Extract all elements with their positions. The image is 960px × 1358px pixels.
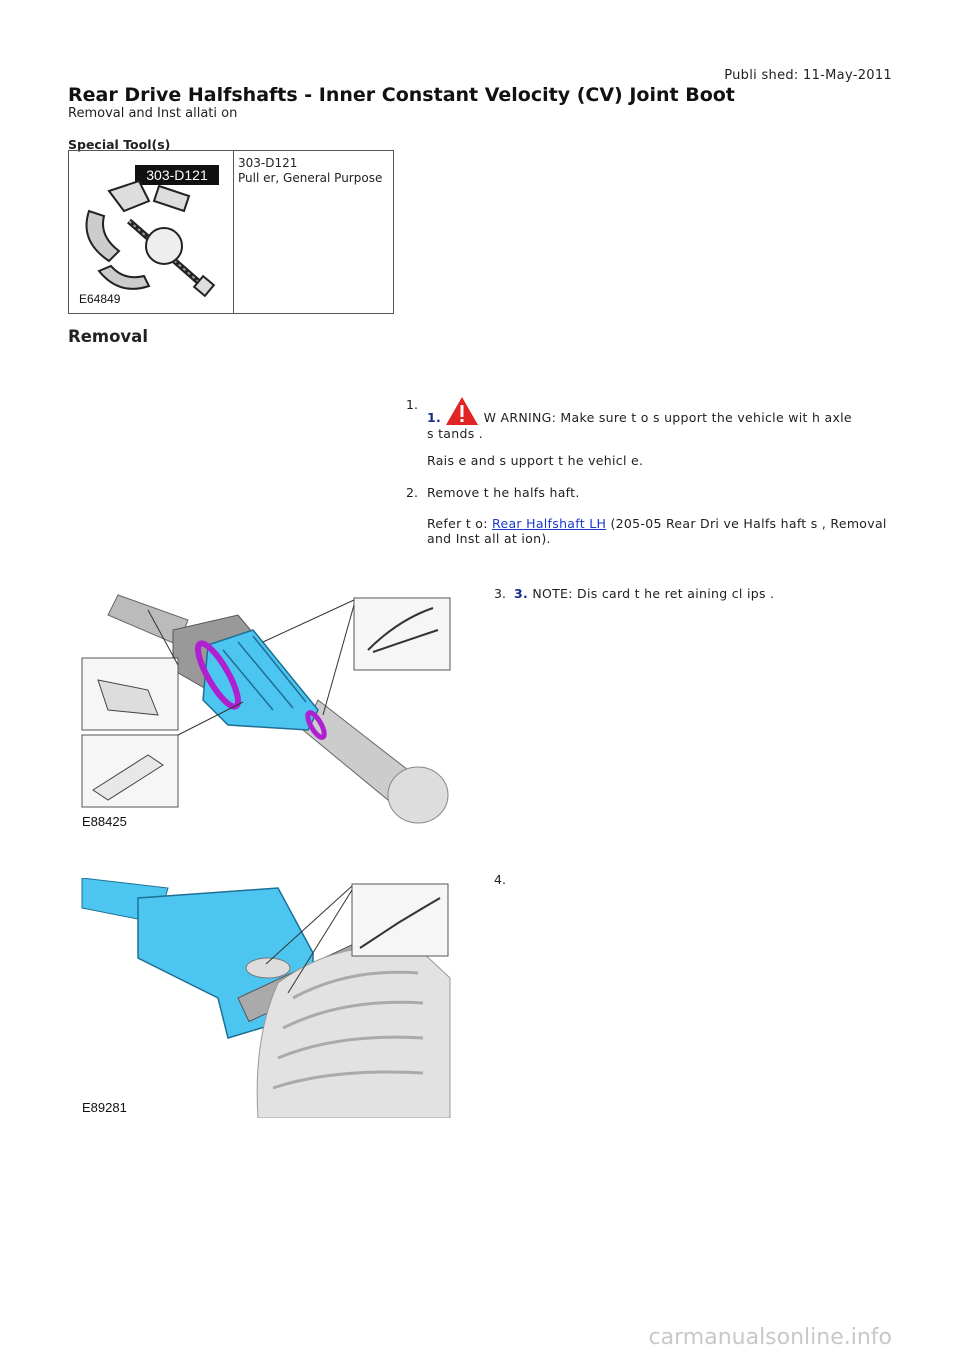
step-3-text: NOTE: Dis card t he ret aining cl ips .: [532, 586, 775, 601]
tool-image-code: E64849: [79, 292, 121, 306]
puller-tool-image: [69, 151, 234, 313]
refer-suffix: (205-05 Rear Dri ve Halfs haft s , Removal and Inst all at ion).: [427, 516, 887, 546]
step-3-image-code: E88425: [82, 814, 127, 829]
step-1-number: 1.: [406, 397, 418, 412]
page-subtitle: Removal and Inst allati on: [68, 106, 238, 121]
watermark: carmanualsonline.info: [648, 1325, 892, 1350]
tool-image-label: 303-D121: [146, 167, 208, 183]
warning-icon: [445, 396, 479, 426]
step-1-bold: 1.: [427, 410, 442, 425]
step-2-text: Remove t he halfs haft.: [427, 485, 580, 500]
special-tools-heading: Special Tool(s): [68, 137, 171, 152]
step-3: [514, 586, 894, 601]
page-title: Rear Drive Halfshafts - Inner Constant Velocity (CV) Joint Boot: [68, 84, 735, 106]
tool-number: 303-D121: [238, 156, 298, 170]
rear-halfshaft-lh-link[interactable]: Rear Halfshaft LH: [492, 516, 607, 531]
refer-prefix: Refer t o:: [427, 516, 493, 531]
step-2-refer: [427, 516, 887, 546]
tool-info: [238, 156, 382, 186]
step-4-image-code: E89281: [82, 1100, 127, 1115]
step-2-number: 2.: [406, 485, 418, 500]
step-3-image: [78, 590, 454, 832]
step-3-number: 3.: [494, 586, 506, 601]
published-date: Publi shed: 11-May-2011: [724, 68, 892, 83]
step-4-number: 4.: [494, 872, 506, 887]
step-4-image: [78, 878, 454, 1118]
step-1-text: Rais e and s upport t he vehicl e.: [427, 453, 644, 468]
step-1-warning: W ARNING: Make sure t o s upport the vehicle wit h axle s tands .: [427, 410, 852, 441]
step-2: [427, 485, 887, 546]
special-tool-table: [68, 150, 394, 314]
step-1: [427, 396, 857, 468]
step-3-bold: 3.: [514, 586, 529, 601]
tool-name: Pull er, General Purpose: [238, 171, 383, 185]
removal-heading: Removal: [68, 327, 148, 346]
